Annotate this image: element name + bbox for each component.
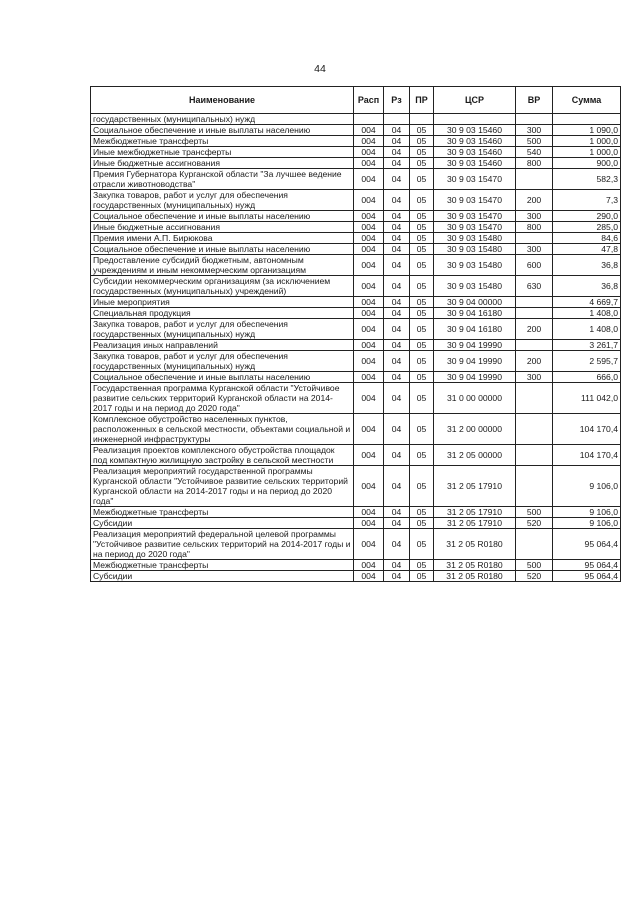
table-row bbox=[91, 560, 621, 571]
row-pr-cell: 05 bbox=[410, 466, 434, 507]
row-pr-cell: 05 bbox=[410, 136, 434, 147]
table-body bbox=[91, 114, 621, 582]
row-name-cell: Социальное обеспечение и иные выплаты населению bbox=[91, 244, 354, 255]
row-pr-cell: 05 bbox=[410, 414, 434, 445]
row-csr-cell: 30 9 03 15480 bbox=[434, 255, 516, 276]
row-csr-cell: 31 2 05 R0180 bbox=[434, 560, 516, 571]
row-rz-cell: 04 bbox=[384, 571, 410, 582]
row-csr-cell: 30 9 04 00000 bbox=[434, 297, 516, 308]
row-sum-cell: 285,0 bbox=[553, 222, 621, 233]
row-rz-cell: 04 bbox=[384, 414, 410, 445]
row-sum-cell bbox=[553, 114, 621, 125]
row-rz-cell: 04 bbox=[384, 319, 410, 340]
row-rasp-cell: 004 bbox=[354, 169, 384, 190]
row-csr-cell: 30 9 04 16180 bbox=[434, 319, 516, 340]
row-rasp-cell: 004 bbox=[354, 147, 384, 158]
table-row bbox=[91, 125, 621, 136]
header-row bbox=[91, 87, 621, 114]
header-pr: ПР bbox=[410, 87, 434, 114]
row-rasp-cell: 004 bbox=[354, 222, 384, 233]
row-vr-cell: 300 bbox=[516, 211, 553, 222]
row-rz-cell: 04 bbox=[384, 518, 410, 529]
row-csr-cell: 30 9 04 16180 bbox=[434, 308, 516, 319]
row-rz-cell: 04 bbox=[384, 158, 410, 169]
table-row bbox=[91, 308, 621, 319]
row-rz-cell: 04 bbox=[384, 351, 410, 372]
row-name-cell: Иные мероприятия bbox=[91, 297, 354, 308]
row-pr-cell: 05 bbox=[410, 125, 434, 136]
row-sum-cell: 1 408,0 bbox=[553, 319, 621, 340]
row-rasp-cell: 004 bbox=[354, 211, 384, 222]
row-csr-cell: 31 2 05 17910 bbox=[434, 518, 516, 529]
row-csr-cell: 30 9 03 15480 bbox=[434, 276, 516, 297]
row-pr-cell bbox=[410, 114, 434, 125]
row-rasp-cell: 004 bbox=[354, 125, 384, 136]
row-pr-cell: 05 bbox=[410, 340, 434, 351]
table-row bbox=[91, 276, 621, 297]
row-vr-cell bbox=[516, 466, 553, 507]
row-sum-cell: 47,8 bbox=[553, 244, 621, 255]
row-pr-cell: 05 bbox=[410, 222, 434, 233]
table-row bbox=[91, 507, 621, 518]
row-pr-cell: 05 bbox=[410, 571, 434, 582]
row-rasp-cell: 004 bbox=[354, 571, 384, 582]
row-name-cell: Межбюджетные трансферты bbox=[91, 136, 354, 147]
table-row bbox=[91, 147, 621, 158]
row-rasp-cell: 004 bbox=[354, 190, 384, 211]
row-vr-cell: 520 bbox=[516, 518, 553, 529]
row-rz-cell: 04 bbox=[384, 125, 410, 136]
row-name-cell: Межбюджетные трансферты bbox=[91, 560, 354, 571]
row-csr-cell: 30 9 03 15470 bbox=[434, 222, 516, 233]
row-pr-cell: 05 bbox=[410, 351, 434, 372]
row-pr-cell: 05 bbox=[410, 507, 434, 518]
row-pr-cell: 05 bbox=[410, 372, 434, 383]
row-vr-cell bbox=[516, 340, 553, 351]
row-rasp-cell: 004 bbox=[354, 136, 384, 147]
row-sum-cell: 36,8 bbox=[553, 255, 621, 276]
row-rasp-cell: 004 bbox=[354, 319, 384, 340]
row-csr-cell: 31 2 05 R0180 bbox=[434, 571, 516, 582]
row-csr-cell: 30 9 03 15480 bbox=[434, 244, 516, 255]
row-rasp-cell: 004 bbox=[354, 529, 384, 560]
row-name-cell: Субсидии некоммерческим организациям (за исключением государственных (муниципальных) учреждений) bbox=[91, 276, 354, 297]
table-row bbox=[91, 136, 621, 147]
row-name-cell: Реализация проектов комплексного обустройства площадок под компактную жилищную застройку в сельской местности bbox=[91, 445, 354, 466]
row-rz-cell: 04 bbox=[384, 466, 410, 507]
table-row bbox=[91, 445, 621, 466]
row-vr-cell: 300 bbox=[516, 372, 553, 383]
table-row bbox=[91, 297, 621, 308]
row-rz-cell: 04 bbox=[384, 445, 410, 466]
row-vr-cell: 540 bbox=[516, 147, 553, 158]
row-sum-cell: 84,6 bbox=[553, 233, 621, 244]
row-name-cell: Предоставление субсидий бюджетным, автономным учреждениям и иным некоммерческим организациям bbox=[91, 255, 354, 276]
row-name-cell: Реализация мероприятий государственной программы Курганской области "Устойчивое развитие сельских территорий Курганской области на 2014-2017 годы и на период до 2020 года" bbox=[91, 466, 354, 507]
row-rasp-cell: 004 bbox=[354, 518, 384, 529]
row-vr-cell: 300 bbox=[516, 244, 553, 255]
row-name-cell: государственных (муниципальных) нужд bbox=[91, 114, 354, 125]
row-pr-cell: 05 bbox=[410, 233, 434, 244]
row-rasp-cell: 004 bbox=[354, 158, 384, 169]
row-name-cell: Социальное обеспечение и иные выплаты населению bbox=[91, 125, 354, 136]
row-sum-cell: 9 106,0 bbox=[553, 518, 621, 529]
row-sum-cell: 9 106,0 bbox=[553, 507, 621, 518]
row-sum-cell: 111 042,0 bbox=[553, 383, 621, 414]
row-rz-cell bbox=[384, 114, 410, 125]
row-sum-cell: 4 669,7 bbox=[553, 297, 621, 308]
row-rasp-cell: 004 bbox=[354, 466, 384, 507]
row-csr-cell: 30 9 03 15470 bbox=[434, 211, 516, 222]
row-name-cell: Иные бюджетные ассигнования bbox=[91, 158, 354, 169]
table-row bbox=[91, 518, 621, 529]
row-name-cell: Иные бюджетные ассигнования bbox=[91, 222, 354, 233]
row-pr-cell: 05 bbox=[410, 560, 434, 571]
row-pr-cell: 05 bbox=[410, 211, 434, 222]
row-name-cell: Субсидии bbox=[91, 571, 354, 582]
row-pr-cell: 05 bbox=[410, 319, 434, 340]
table-row bbox=[91, 114, 621, 125]
row-sum-cell: 666,0 bbox=[553, 372, 621, 383]
row-vr-cell: 630 bbox=[516, 276, 553, 297]
row-vr-cell: 520 bbox=[516, 571, 553, 582]
row-name-cell: Межбюджетные трансферты bbox=[91, 507, 354, 518]
row-vr-cell: 800 bbox=[516, 158, 553, 169]
row-vr-cell bbox=[516, 297, 553, 308]
row-rz-cell: 04 bbox=[384, 340, 410, 351]
row-vr-cell bbox=[516, 529, 553, 560]
row-pr-cell: 05 bbox=[410, 383, 434, 414]
row-rz-cell: 04 bbox=[384, 244, 410, 255]
table-row bbox=[91, 169, 621, 190]
page-number: 44 bbox=[314, 63, 326, 75]
row-name-cell: Премия имени А.П. Бирюкова bbox=[91, 233, 354, 244]
row-csr-cell: 30 9 04 19990 bbox=[434, 351, 516, 372]
row-vr-cell: 200 bbox=[516, 351, 553, 372]
row-vr-cell: 800 bbox=[516, 222, 553, 233]
row-rz-cell: 04 bbox=[384, 136, 410, 147]
row-rasp-cell: 004 bbox=[354, 340, 384, 351]
row-rz-cell: 04 bbox=[384, 308, 410, 319]
row-sum-cell: 7,3 bbox=[553, 190, 621, 211]
header-sum: Сумма bbox=[553, 87, 621, 114]
row-pr-cell: 05 bbox=[410, 518, 434, 529]
row-name-cell: Социальное обеспечение и иные выплаты населению bbox=[91, 211, 354, 222]
row-csr-cell: 30 9 03 15460 bbox=[434, 136, 516, 147]
row-rasp-cell: 004 bbox=[354, 372, 384, 383]
row-name-cell: Реализация мероприятий федеральной целевой программы "Устойчивое развитие сельских территорий на 2014-2017 годы и на период до 2020 года" bbox=[91, 529, 354, 560]
row-pr-cell: 05 bbox=[410, 158, 434, 169]
budget-table bbox=[90, 86, 621, 582]
table-row bbox=[91, 244, 621, 255]
table-row bbox=[91, 319, 621, 340]
table-row bbox=[91, 414, 621, 445]
row-sum-cell: 1 000,0 bbox=[553, 147, 621, 158]
row-name-cell: Субсидии bbox=[91, 518, 354, 529]
table-row bbox=[91, 190, 621, 211]
row-vr-cell: 600 bbox=[516, 255, 553, 276]
row-rasp-cell: 004 bbox=[354, 308, 384, 319]
header-rz: Рз bbox=[384, 87, 410, 114]
row-vr-cell bbox=[516, 233, 553, 244]
table-header bbox=[91, 87, 621, 114]
row-rasp-cell: 004 bbox=[354, 233, 384, 244]
row-vr-cell: 300 bbox=[516, 125, 553, 136]
row-rasp-cell: 004 bbox=[354, 560, 384, 571]
header-rasp: Расп bbox=[354, 87, 384, 114]
row-pr-cell: 05 bbox=[410, 244, 434, 255]
row-csr-cell: 30 9 03 15460 bbox=[434, 158, 516, 169]
row-sum-cell: 104 170,4 bbox=[553, 414, 621, 445]
row-rasp-cell: 004 bbox=[354, 414, 384, 445]
row-csr-cell: 30 9 04 19990 bbox=[434, 372, 516, 383]
row-rz-cell: 04 bbox=[384, 169, 410, 190]
table-row bbox=[91, 211, 621, 222]
row-csr-cell: 30 9 03 15470 bbox=[434, 190, 516, 211]
header-vr: ВР bbox=[516, 87, 553, 114]
row-rasp-cell: 004 bbox=[354, 383, 384, 414]
row-vr-cell bbox=[516, 308, 553, 319]
row-csr-cell: 31 0 00 00000 bbox=[434, 383, 516, 414]
row-pr-cell: 05 bbox=[410, 169, 434, 190]
row-rasp-cell: 004 bbox=[354, 351, 384, 372]
row-rz-cell: 04 bbox=[384, 190, 410, 211]
row-sum-cell: 104 170,4 bbox=[553, 445, 621, 466]
row-rz-cell: 04 bbox=[384, 297, 410, 308]
row-name-cell: Специальная продукция bbox=[91, 308, 354, 319]
row-rasp-cell: 004 bbox=[354, 445, 384, 466]
row-rz-cell: 04 bbox=[384, 383, 410, 414]
row-rz-cell: 04 bbox=[384, 276, 410, 297]
row-vr-cell bbox=[516, 445, 553, 466]
row-vr-cell: 200 bbox=[516, 190, 553, 211]
row-pr-cell: 05 bbox=[410, 190, 434, 211]
row-vr-cell: 500 bbox=[516, 560, 553, 571]
row-pr-cell: 05 bbox=[410, 147, 434, 158]
row-name-cell: Закупка товаров, работ и услуг для обеспечения государственных (муниципальных) нужд bbox=[91, 319, 354, 340]
row-rz-cell: 04 bbox=[384, 560, 410, 571]
row-csr-cell: 30 9 04 19990 bbox=[434, 340, 516, 351]
row-rz-cell: 04 bbox=[384, 222, 410, 233]
row-sum-cell: 290,0 bbox=[553, 211, 621, 222]
row-rz-cell: 04 bbox=[384, 147, 410, 158]
row-sum-cell: 1 000,0 bbox=[553, 136, 621, 147]
row-sum-cell: 2 595,7 bbox=[553, 351, 621, 372]
row-vr-cell bbox=[516, 169, 553, 190]
row-rz-cell: 04 bbox=[384, 507, 410, 518]
row-sum-cell: 95 064,4 bbox=[553, 529, 621, 560]
row-rasp-cell bbox=[354, 114, 384, 125]
table-row bbox=[91, 222, 621, 233]
row-csr-cell: 30 9 03 15480 bbox=[434, 233, 516, 244]
row-rz-cell: 04 bbox=[384, 211, 410, 222]
row-sum-cell: 3 261,7 bbox=[553, 340, 621, 351]
row-sum-cell: 95 064,4 bbox=[553, 560, 621, 571]
row-rasp-cell: 004 bbox=[354, 244, 384, 255]
row-name-cell: Комплексное обустройство населенных пунктов, расположенных в сельской местности, объектами социальной и инженерной инфраструктуры bbox=[91, 414, 354, 445]
table-row bbox=[91, 233, 621, 244]
row-name-cell: Государственная программа Курганской области "Устойчивое развитие сельских территорий Курганской области на 2014-2017 годы и на период до 2020 года" bbox=[91, 383, 354, 414]
table-row bbox=[91, 372, 621, 383]
row-csr-cell: 30 9 03 15470 bbox=[434, 169, 516, 190]
row-pr-cell: 05 bbox=[410, 276, 434, 297]
table-row bbox=[91, 351, 621, 372]
row-rasp-cell: 004 bbox=[354, 507, 384, 518]
row-sum-cell: 582,3 bbox=[553, 169, 621, 190]
row-sum-cell: 36,8 bbox=[553, 276, 621, 297]
row-rz-cell: 04 bbox=[384, 255, 410, 276]
row-name-cell: Закупка товаров, работ и услуг для обеспечения государственных (муниципальных) нужд bbox=[91, 190, 354, 211]
row-vr-cell: 500 bbox=[516, 136, 553, 147]
row-pr-cell: 05 bbox=[410, 529, 434, 560]
row-name-cell: Иные межбюджетные трансферты bbox=[91, 147, 354, 158]
row-vr-cell bbox=[516, 414, 553, 445]
row-name-cell: Реализация иных направлений bbox=[91, 340, 354, 351]
row-csr-cell: 30 9 03 15460 bbox=[434, 125, 516, 136]
row-rz-cell: 04 bbox=[384, 233, 410, 244]
row-sum-cell: 95 064,4 bbox=[553, 571, 621, 582]
row-pr-cell: 05 bbox=[410, 297, 434, 308]
header-name: Наименование bbox=[91, 87, 354, 114]
row-name-cell: Социальное обеспечение и иные выплаты населению bbox=[91, 372, 354, 383]
row-csr-cell: 31 2 05 R0180 bbox=[434, 529, 516, 560]
row-csr-cell: 31 2 00 00000 bbox=[434, 414, 516, 445]
table-row bbox=[91, 158, 621, 169]
table-row bbox=[91, 340, 621, 351]
row-csr-cell: 31 2 05 17910 bbox=[434, 507, 516, 518]
row-sum-cell: 1 408,0 bbox=[553, 308, 621, 319]
table-row bbox=[91, 383, 621, 414]
table-row bbox=[91, 466, 621, 507]
row-rasp-cell: 004 bbox=[354, 297, 384, 308]
table-row bbox=[91, 529, 621, 560]
row-csr-cell: 31 2 05 00000 bbox=[434, 445, 516, 466]
row-csr-cell: 30 9 03 15460 bbox=[434, 147, 516, 158]
row-vr-cell: 500 bbox=[516, 507, 553, 518]
row-rasp-cell: 004 bbox=[354, 255, 384, 276]
row-name-cell: Премия Губернатора Курганской области "За лучшее ведение отрасли животноводства" bbox=[91, 169, 354, 190]
row-csr-cell bbox=[434, 114, 516, 125]
row-sum-cell: 1 090,0 bbox=[553, 125, 621, 136]
header-csr: ЦСР bbox=[434, 87, 516, 114]
row-pr-cell: 05 bbox=[410, 445, 434, 466]
row-vr-cell bbox=[516, 114, 553, 125]
row-rasp-cell: 004 bbox=[354, 276, 384, 297]
row-pr-cell: 05 bbox=[410, 255, 434, 276]
row-rz-cell: 04 bbox=[384, 529, 410, 560]
row-pr-cell: 05 bbox=[410, 308, 434, 319]
table-row bbox=[91, 255, 621, 276]
row-rz-cell: 04 bbox=[384, 372, 410, 383]
row-vr-cell: 200 bbox=[516, 319, 553, 340]
row-name-cell: Закупка товаров, работ и услуг для обеспечения государственных (муниципальных) нужд bbox=[91, 351, 354, 372]
row-vr-cell bbox=[516, 383, 553, 414]
row-sum-cell: 900,0 bbox=[553, 158, 621, 169]
row-csr-cell: 31 2 05 17910 bbox=[434, 466, 516, 507]
row-sum-cell: 9 106,0 bbox=[553, 466, 621, 507]
table-row bbox=[91, 571, 621, 582]
